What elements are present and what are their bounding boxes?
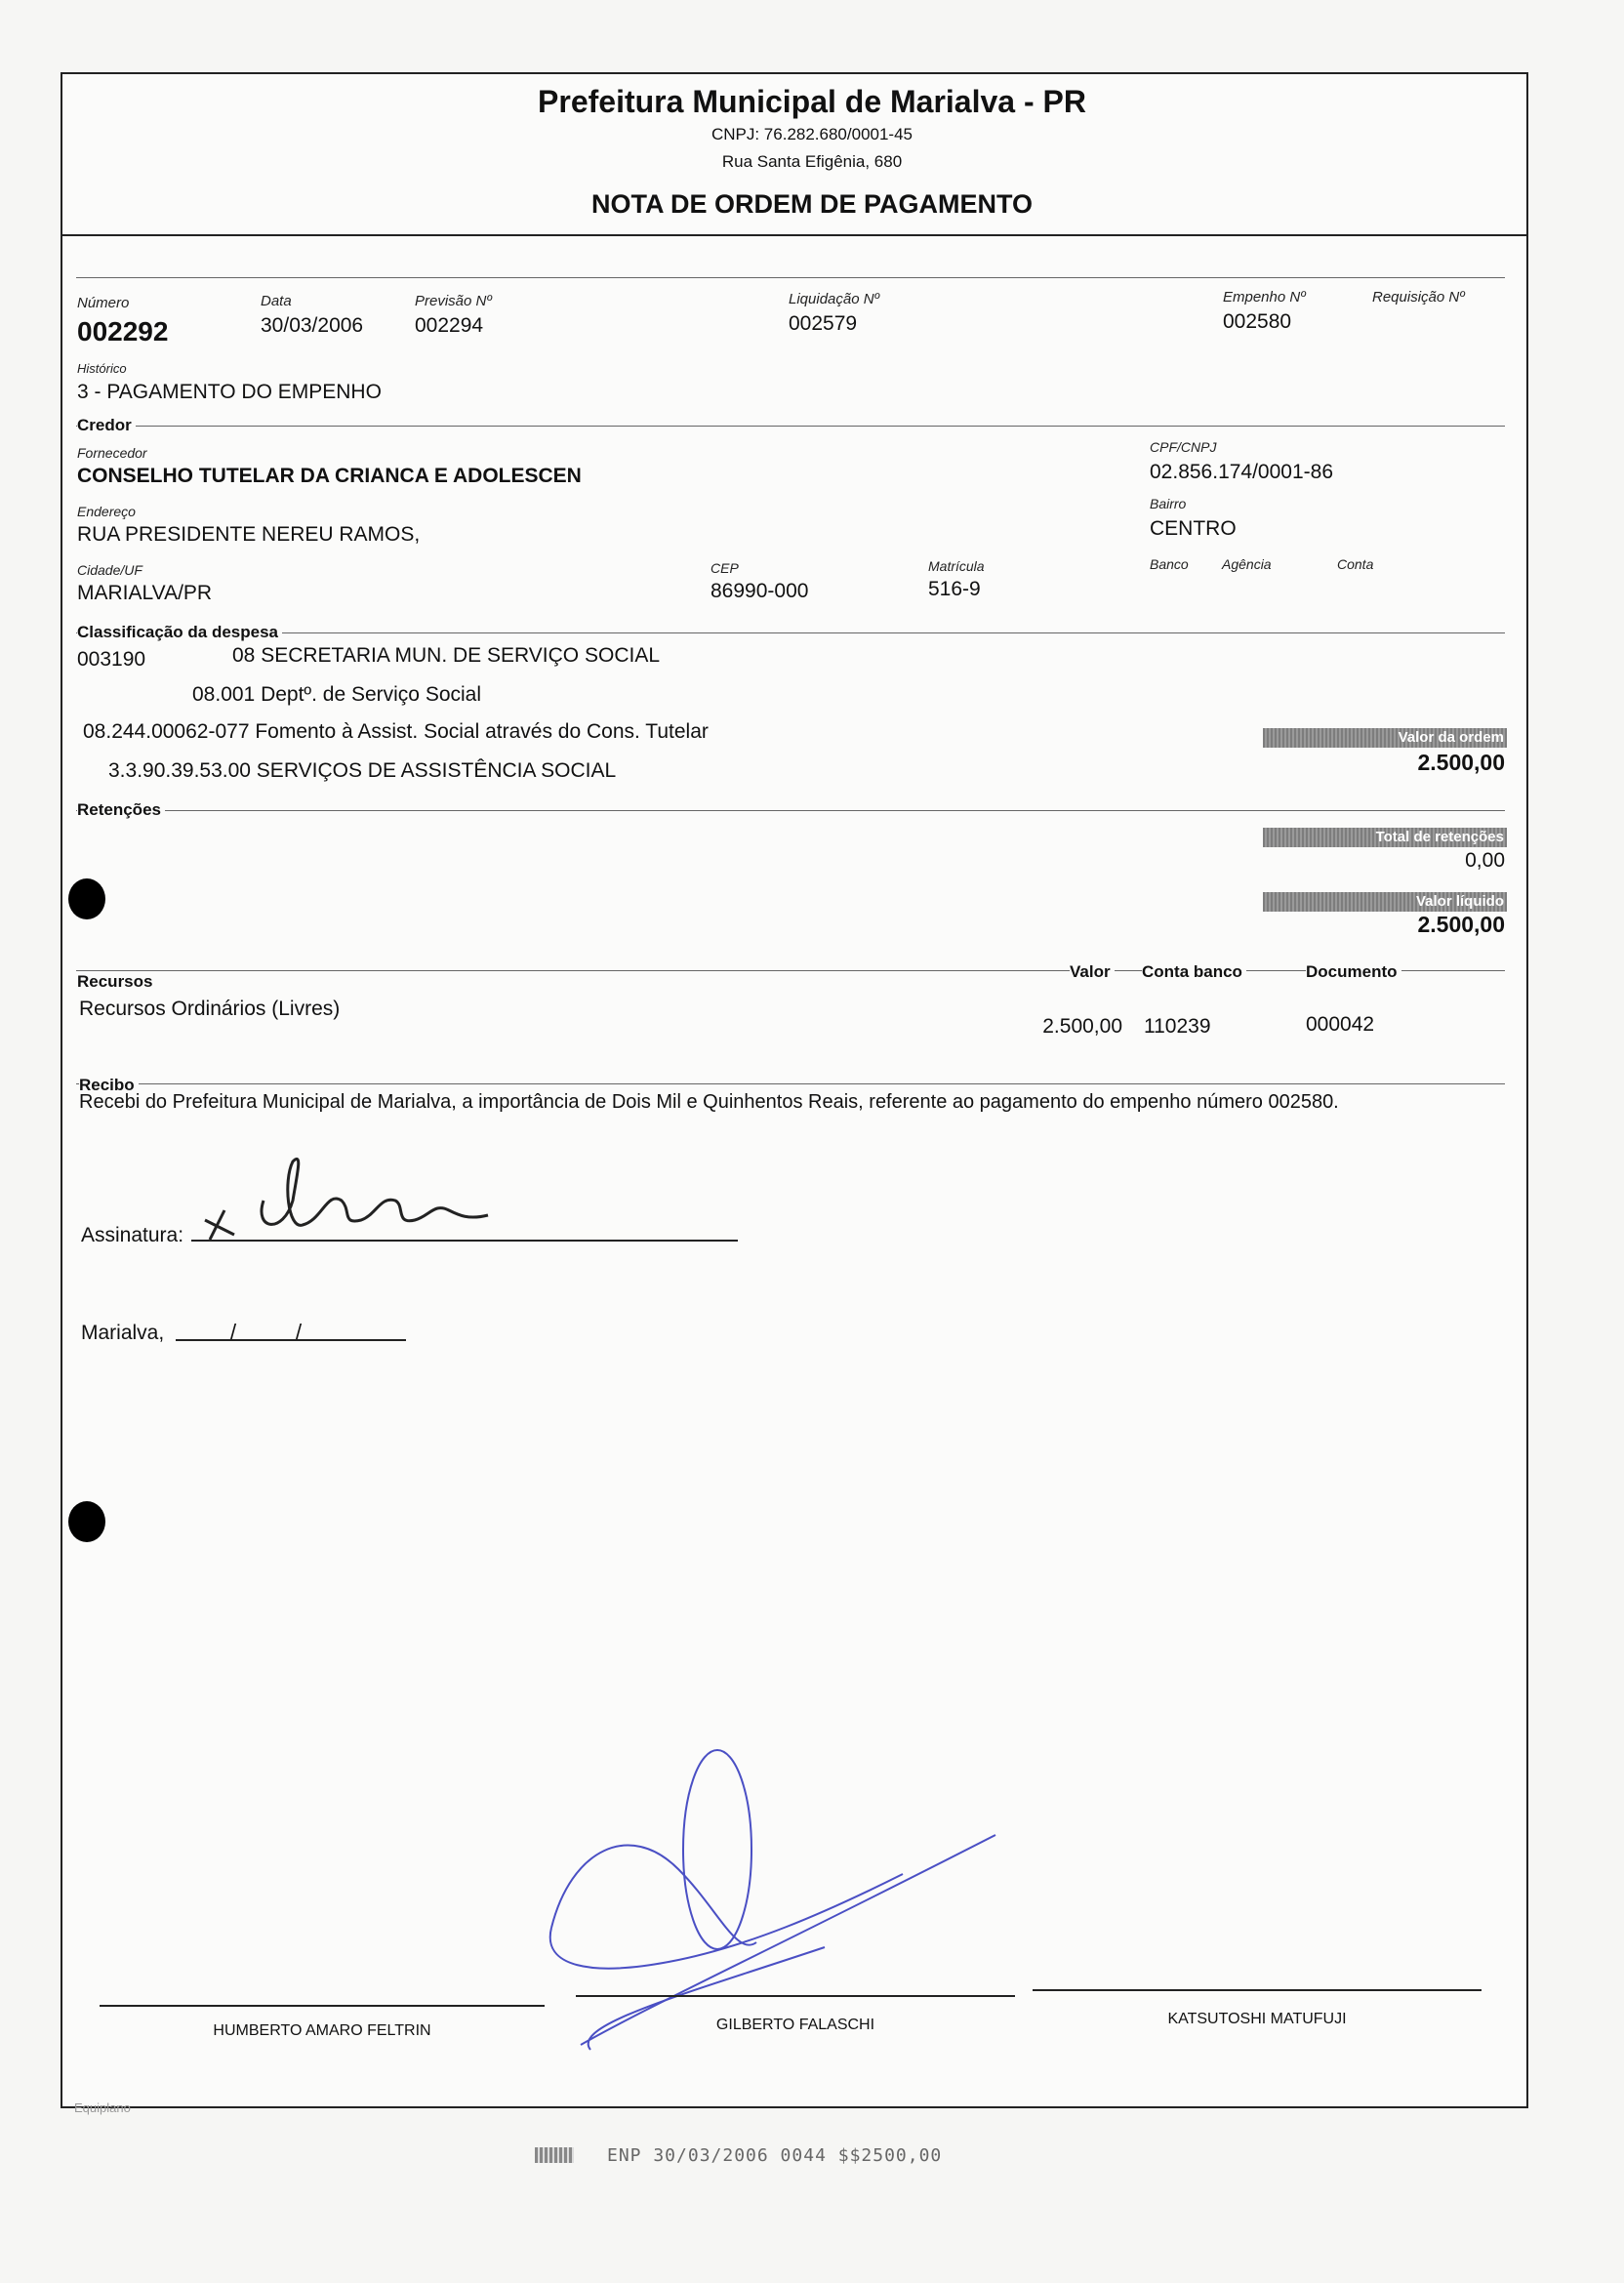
classificacao-line4: 3.3.90.39.53.00 SERVIÇOS DE ASSISTÊNCIA SOCIAL	[108, 759, 617, 782]
signatory-name: GILBERTO FALASCHI	[715, 2017, 875, 2033]
valor-ordem-label: Valor da ordem	[1263, 728, 1507, 748]
recipient-signature	[195, 1142, 517, 1249]
stamp-mark	[535, 2147, 574, 2163]
total-retencoes-label: Total de retenções	[1263, 828, 1507, 847]
recursos-conta: 110239	[1144, 1015, 1211, 1038]
recursos-conta-header: Conta banco	[1142, 962, 1246, 982]
recibo-rule	[76, 1083, 1505, 1084]
classificacao-code: 003190	[77, 648, 146, 671]
recursos-descricao: Recursos Ordinários (Livres)	[79, 998, 341, 1020]
endereco-label: Endereço	[77, 504, 136, 519]
document-title: NOTA DE ORDEM DE PAGAMENTO	[590, 189, 1033, 219]
credor-section: Credor	[77, 416, 136, 435]
classificacao-rule	[76, 632, 1505, 633]
requisicao-label: Requisição Nº	[1372, 289, 1465, 306]
recibo-text: Recebi do Prefeitura Municipal de Marialva, a importância de Dois Mil e Quinhentos Reais, referente ao pagamento do empenho número 002580.	[79, 1091, 1339, 1113]
recursos-documento-header: Documento	[1306, 962, 1401, 982]
cpf-label: CPF/CNPJ	[1150, 439, 1217, 455]
credor-rule	[76, 426, 1505, 427]
recibo-section: Recibo	[79, 1076, 139, 1095]
classificacao-line2: 08.001 Deptº. de Serviço Social	[192, 683, 482, 706]
cidade-label: Cidade/UF	[77, 562, 142, 578]
municipality-title: Prefeitura Municipal de Marialva - PR	[538, 84, 1086, 119]
date-slash: /	[296, 1320, 303, 1344]
retencoes-rule	[76, 810, 1505, 811]
bairro-label: Bairro	[1150, 496, 1187, 511]
signatory-name: KATSUTOSHI MATUFUJI	[1167, 2011, 1347, 2027]
numero-label: Número	[77, 295, 130, 311]
fornecedor-value: CONSELHO TUTELAR DA CRIANCA E ADOLESCEN	[77, 465, 582, 487]
fornecedor-label: Fornecedor	[77, 445, 147, 461]
cep-value: 86990-000	[710, 580, 809, 602]
historico-value: 3 - PAGAMENTO DO EMPENHO	[77, 381, 382, 403]
signature-line	[100, 2005, 545, 2007]
classificacao-section: Classificação da despesa	[77, 623, 282, 642]
signatory-name: HUMBERTO AMARO FELTRIN	[213, 2022, 431, 2039]
recursos-section: Recursos	[77, 972, 156, 992]
total-retencoes-value: 0,00	[1465, 849, 1505, 872]
classificacao-line1: 08 SECRETARIA MUN. DE SERVIÇO SOCIAL	[232, 644, 661, 667]
valor-ordem-value: 2.500,00	[1417, 750, 1505, 775]
recursos-valor-header: Valor	[1070, 962, 1115, 982]
assinatura-label: Assinatura:	[81, 1224, 184, 1246]
classificacao-line3: 08.244.00062-077 Fomento à Assist. Social através do Cons. Tutelar	[83, 720, 709, 743]
previsao-value: 002294	[415, 314, 484, 337]
cidade-value: MARIALVA/PR	[77, 582, 213, 604]
agencia-label: Agência	[1222, 556, 1272, 572]
liquidacao-label: Liquidação Nº	[789, 291, 880, 307]
recursos-rule	[76, 970, 1505, 971]
cep-label: CEP	[710, 560, 739, 576]
software-footer: Equiplano	[74, 2100, 131, 2115]
previsao-label: Previsão Nº	[415, 293, 492, 309]
endereco-value: RUA PRESIDENTE NEREU RAMOS,	[77, 523, 421, 546]
matricula-value: 516-9	[928, 578, 981, 600]
recursos-valor: 2.500,00	[1042, 1015, 1122, 1038]
banco-label: Banco	[1150, 556, 1189, 572]
matricula-label: Matrícula	[928, 558, 985, 574]
liquidacao-value: 002579	[789, 312, 858, 335]
valor-liquido-value: 2.500,00	[1417, 912, 1505, 937]
signature-line	[576, 1995, 1015, 1997]
data-value: 30/03/2006	[261, 314, 364, 337]
data-label: Data	[261, 293, 292, 309]
bairro-value: CENTRO	[1150, 517, 1237, 540]
empenho-value: 002580	[1223, 310, 1292, 333]
retencoes-section: Retenções	[77, 800, 165, 820]
valor-liquido-label: Valor líquido	[1263, 892, 1507, 912]
recursos-documento: 000042	[1306, 1013, 1375, 1036]
date-slash: /	[230, 1320, 237, 1344]
punch-hole	[68, 878, 105, 919]
signature-line	[1033, 1989, 1482, 1991]
local-label: Marialva,	[81, 1322, 165, 1344]
punch-hole	[68, 1501, 105, 1542]
empenho-label: Empenho Nº	[1223, 289, 1306, 306]
cnpj-text: CNPJ: 76.282.680/0001-45	[710, 125, 914, 143]
payment-stamp: ENP 30/03/2006 0044 $$2500,00	[607, 2145, 943, 2166]
header-separator	[61, 234, 1528, 236]
numero-value: 002292	[77, 316, 169, 347]
conta-label: Conta	[1337, 556, 1374, 572]
historico-label: Histórico	[77, 361, 127, 376]
address-text: Rua Santa Efigênia, 680	[721, 152, 903, 171]
cpf-value: 02.856.174/0001-86	[1150, 461, 1334, 483]
date-line	[176, 1339, 406, 1341]
authorizer-signature	[532, 1733, 1020, 2055]
ids-top-rule	[76, 277, 1505, 278]
